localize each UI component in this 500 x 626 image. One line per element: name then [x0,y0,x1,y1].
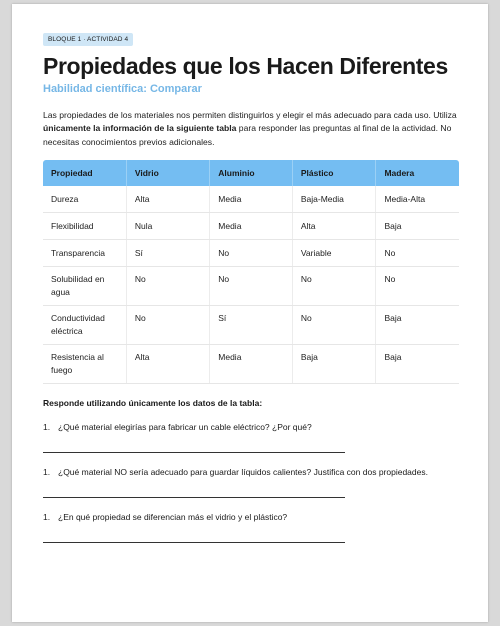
table-cell: Alta [126,345,209,384]
table-cell: No [292,306,376,345]
table-cell: Baja-Media [292,186,376,213]
question-number: 1. [43,422,51,433]
table-header-row [43,160,459,186]
table-cell: Media [210,213,293,240]
table-cell: Dureza [43,186,126,213]
question-item [43,467,459,477]
table-cell: No [210,267,293,306]
question-number: 1. [43,512,51,523]
table-cell: No [210,240,293,267]
table-cell: Media [210,345,293,384]
question-text: ¿En qué propiedad se diferencian más el vidrio y el plástico? [58,512,288,523]
table-row [43,213,459,240]
question-number: 1. [43,467,51,478]
table-cell: Sí [210,306,293,345]
intro-text-1: Las propiedades de los materiales nos permiten distinguirlos y elegir el más adecuado para cada uso. Utiliza [43,110,457,120]
table-cell: Variable [292,240,376,267]
table-cell: No [126,306,209,345]
table-row [43,345,459,384]
question-item [43,512,459,522]
answer-line[interactable] [43,452,345,453]
table-header: Plástico [292,160,376,186]
table-cell: Media-Alta [376,186,459,213]
table-row [43,186,459,213]
table-cell: Alta [292,213,376,240]
table-cell: Media [210,186,293,213]
intro-text-2: para responder las preguntas al final de la actividad. No necesitas conocimientos previos adicionales. [43,123,452,147]
table-cell: Nula [126,213,209,240]
table-cell: Baja [376,306,459,345]
table-header: Vidrio [126,160,209,186]
table-cell: Transparencia [43,240,126,267]
question-text: ¿Qué material elegirías para fabricar un cable eléctrico? ¿Por qué? [58,422,312,433]
table-header: Madera [376,160,459,186]
table-cell: Alta [126,186,209,213]
table-cell: Flexibilidad [43,213,126,240]
table-row [43,240,459,267]
table-cell: Baja [376,213,459,240]
table-cell: Baja [292,345,376,384]
table-cell: No [292,267,376,306]
page-subtitle: Habilidad científica: Comparar [43,83,202,95]
intro-paragraph [43,109,459,149]
questions-heading: Responde utilizando únicamente los datos de la tabla: [43,398,263,409]
answer-line[interactable] [43,497,345,498]
document-page [12,4,488,622]
table-cell: Conductividad eléctrica [43,306,126,345]
intro-bold: únicamente la información de la siguiente tabla [43,123,237,134]
page-content [43,28,459,543]
table-cell: No [126,267,209,306]
properties-table [43,160,459,384]
table-cell: Baja [376,345,459,384]
table-row [43,306,459,345]
table-header: Aluminio [210,160,293,186]
activity-tag: BLOQUE 1 · ACTIVIDAD 4 [43,33,133,46]
question-item [43,422,459,432]
table-cell: Solubilidad en agua [43,267,126,306]
table-header: Propiedad [43,160,126,186]
page-title: Propiedades que los Hacen Diferentes [43,53,448,79]
table-cell: Sí [126,240,209,267]
table-cell: No [376,240,459,267]
table-cell: No [376,267,459,306]
question-text: ¿Qué material NO sería adecuado para guardar líquidos calientes? Justifica con dos propiedades. [58,467,428,478]
answer-line[interactable] [43,542,345,543]
table-cell: Resistencia al fuego [43,345,126,384]
table-row [43,267,459,306]
